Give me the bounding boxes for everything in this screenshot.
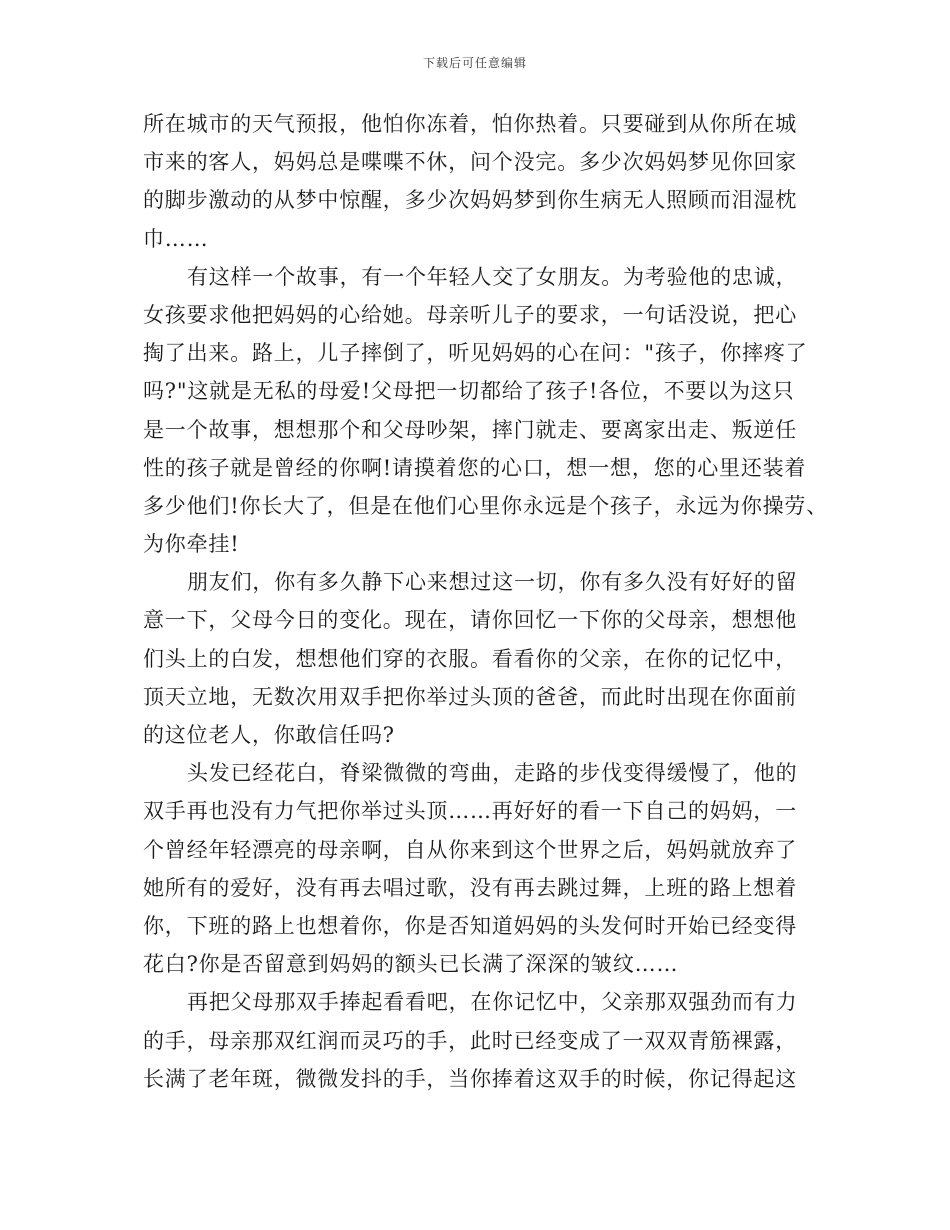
text-line: 你，下班的路上也想着你，你是否知道妈妈的头发何时开始已经变得 xyxy=(143,913,797,938)
text-line: 女孩要求他把妈妈的心给她。母亲听儿子的要求，一句话没说，把心 xyxy=(143,302,797,327)
text-line: 个曾经年轻漂亮的母亲啊，自从你来到这个世界之后，妈妈就放弃了 xyxy=(143,837,797,862)
text-line: 为你牵挂! xyxy=(143,532,240,557)
page-header-note: 下载后可任意编辑 xyxy=(422,56,527,70)
text-line: 朋友们，你有多久静下心来想过这一切，你有多久没有好好的留 xyxy=(187,570,798,595)
text-line: 是一个故事，想想那个和父母吵架，摔门就走、要离家出走、叛逆任 xyxy=(143,417,797,442)
text-line: 的脚步激动的从梦中惊醒，多少次妈妈梦到你生病无人照顾而泪湿枕 xyxy=(143,188,797,213)
text-line: 性的孩子就是曾经的你啊!请摸着您的心口，想一想，您的心里还装着 xyxy=(143,455,807,480)
text-line: 吗?"这就是无私的母爱!父母把一切都给了孩子!各位，不要以为这只 xyxy=(143,379,795,404)
text-line: 的这位老人，你敢信任吗? xyxy=(143,723,395,747)
text-line: 长满了老年斑，微微发抖的手，当你捧着这双手的时候，你记得起这 xyxy=(143,1066,797,1091)
text-line: 多少他们!你长大了，但是在他们心里你永远是个孩子，永远为你操劳、 xyxy=(143,493,829,518)
text-line: 所在城市的天气预报，他怕你冻着，怕你热着。只要碰到从你所在城 xyxy=(143,112,797,136)
text-line: 市来的客人，妈妈总是喋喋不休，问个没完。多少次妈妈梦见你回家 xyxy=(143,150,797,175)
text-line: 的手，母亲那双红润而灵巧的手，此时已经变成了一双双青筋裸露， xyxy=(143,1028,797,1053)
text-line: 再把父母那双手捧起看看吧，在你记忆中，父亲那双强劲而有力 xyxy=(187,990,798,1015)
text-line: 意一下，父母今日的变化。现在，请你回忆一下你的父母亲，想想他 xyxy=(143,608,797,633)
text-line: 巾…… xyxy=(143,226,209,251)
text-line: 头发已经花白，脊梁微微的弯曲，走路的步伐变得缓慢了，他的 xyxy=(187,761,798,786)
text-line: 们头上的白发，想想他们穿的衣服。看看你的父亲，在你的记忆中， xyxy=(143,646,797,671)
text-line: 双手再也没有力气把你举过头顶……再好好的看一下自己的妈妈，一 xyxy=(143,799,797,824)
text-line: 花白?你是否留意到妈妈的额头已长满了深深的皱纹…… xyxy=(143,952,679,977)
document-body xyxy=(143,105,829,1098)
text-line: 掏了出来。路上，儿子摔倒了，听见妈妈的心在问："孩子，你摔疼了 xyxy=(143,341,808,366)
text-line: 有这样一个故事，有一个年轻人交了女朋友。为考验他的忠诚， xyxy=(187,264,798,289)
text-line: 她所有的爱好，没有再去唱过歌，没有再去跳过舞，上班的路上想着 xyxy=(143,875,797,900)
text-line: 顶天立地，无数次用双手把你举过头顶的爸爸，而此时出现在你面前 xyxy=(143,684,797,709)
